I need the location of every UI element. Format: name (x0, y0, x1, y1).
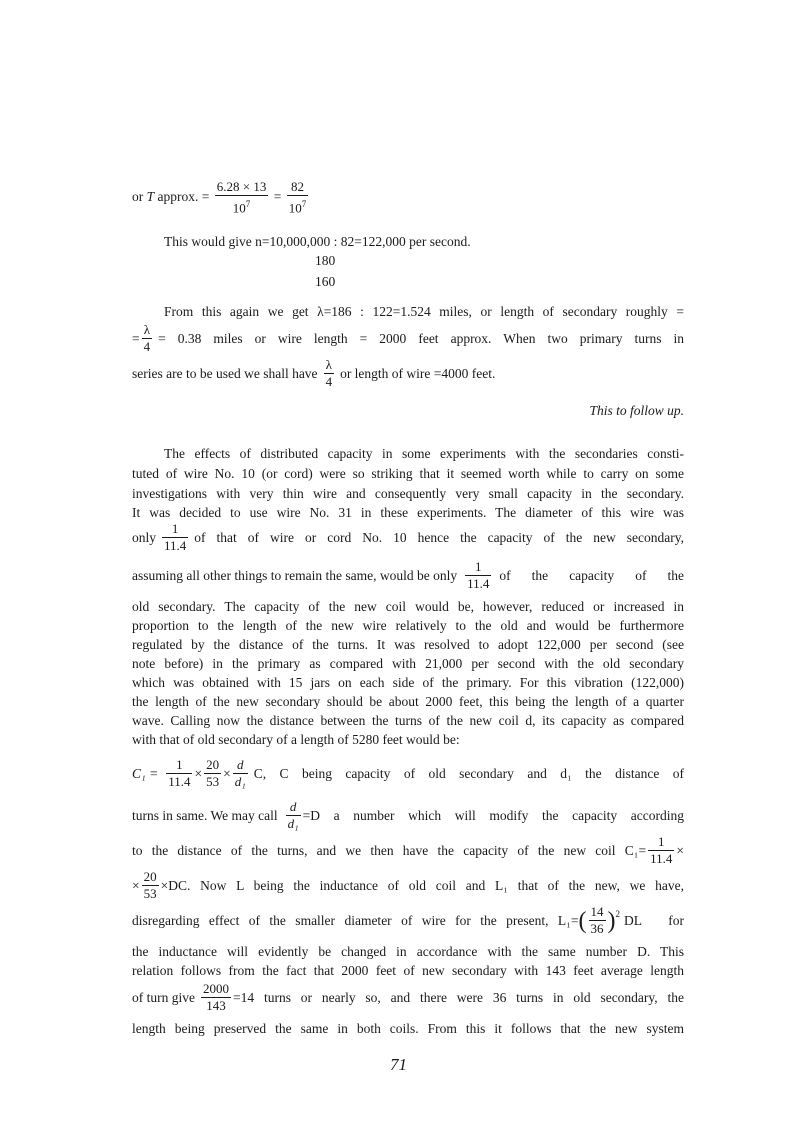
para2-line14: with that of old secondary of a length of 5280 feet would be: (132, 732, 460, 747)
fraction: $\frac{82}{10^7}$ (288, 179, 307, 216)
para2-line2: tuted of wire No. 10 (or cord) were so striking that it seemed worth while to carry on some (132, 466, 684, 481)
fraction: $\frac{d}{\text{d₁}}$ (287, 799, 299, 831)
page-number: 71 (390, 1055, 407, 1074)
para2-line4: It was decided to use wire No. 31 in these experiments. The diameter of this wire was (132, 505, 684, 520)
fraction: $\frac{20}{53}$ (206, 757, 220, 789)
para2-line8: proportion to the length of the new wire relatively to the old and would be furthermore (132, 618, 684, 633)
line-180: 180 (315, 253, 336, 268)
para2-line13: wave. Calling now the distance between the turns of the new coil d, its capacity as compared (132, 713, 684, 728)
fraction: $\frac{\lambda}{4}$ (325, 357, 333, 389)
para1-line3: series are to be used we shall have $\frac{\lambda}{4}$ or length of wire =4000 feet. (132, 357, 496, 389)
para2-line1: The effects of distributed capacity in some experiments with the secondaries consti- (164, 446, 684, 461)
para3-line2: to the distance of the turns, and we then have the capacity of the new coil C₁= $\frac{1}{11.4}$ × (132, 834, 684, 866)
para3-line7: of turn give $\frac{2000}{143}$ =14 turns or nearly so, and there were 36 turns in old secondary, the (132, 981, 684, 1013)
para3-line5: the inductance will evidently be changed in accordance with the same number D. This (132, 944, 684, 959)
equation-C1: C₁ = $\frac{1}{11.4}$ × $\frac{20}{53}$ × $\frac{d}{\text{d₁}}$ C, C being capacity of old secondary and d₁ the distance of (132, 757, 684, 789)
para3-line8: length being preserved the same in both coils. From this it follows that the new system (132, 1021, 684, 1036)
para1-line1: From this again we get λ=186 : 122=1.524 miles, or length of secondary roughly = (164, 304, 684, 319)
para3-line4: disregarding effect of the smaller diameter of wire for the present, L₁= ( $\frac{14}{36}$ ) $^2$ DL for (132, 904, 684, 936)
para2-line6: assuming all other things to remain the same, would be only $\frac{1}{11.4}$ of the capacity of the (132, 559, 684, 591)
line-160: 160 (315, 274, 336, 289)
eq-approx: approx. = (157, 188, 210, 204)
para2-line9: regulated by the distance of the turns. It was resolved to adopt 122,000 per second (see (132, 637, 684, 652)
para2-line10: note before) in the primary as compared with 21,000 per second with the old secondary (132, 656, 684, 671)
fraction: $\frac{20}{53}$ (143, 869, 157, 901)
para2-line3: investigations with very thin wire and consequently very small capacity in the secondary. (132, 486, 684, 501)
para2-line12: the length of the new secondary should be about 2000 feet, this being the length of a quarter (132, 694, 684, 709)
para3-line6: relation follows from the fact that 2000 feet of new secondary with 143 feet average length (132, 963, 684, 978)
fraction: $\frac{d}{\text{d₁}}$ (234, 757, 246, 789)
fraction: $\frac{2000}{143}$ (203, 981, 229, 1013)
para2-line11: which was obtained with 15 jars on each side of the primary. For this vibration (122,000) (132, 675, 684, 690)
follow-up-note: This to follow up. (589, 403, 684, 418)
para1-line2: = $\frac{\lambda}{4}$ = 0.38 miles or wire length = 2000 feet approx. When two primary turns in (132, 322, 684, 354)
fraction: $\frac{1}{11.4}$ (164, 521, 187, 553)
para2-line5: only $\frac{1}{11.4}$ of that of wire or cord No. 10 hence the capacity of the new secondary, (132, 521, 684, 553)
equation-T: or T approx. = $\frac{6.28 \times 13}{10^7}$ = $\frac{82}{10^7}$ (132, 179, 307, 216)
para3-line1: turns in same. We may call $\frac{d}{\text{d₁}}$ =D a number which will modify the capacity according (132, 799, 684, 831)
fraction: $\frac{1}{11.4}$ (650, 834, 673, 866)
fraction: $\frac{1}{11.4}$ (467, 559, 490, 591)
eq-lead: or (132, 188, 144, 204)
line-n: This would give n=10,000,000 : 82=122,000 per second. (164, 234, 471, 249)
para2-line7: old secondary. The capacity of the new coil would be, however, reduced or increased in (132, 599, 684, 614)
eq-var-T: T (146, 188, 155, 204)
fraction: $\frac{1}{11.4}$ (168, 757, 191, 789)
fraction: $\frac{\lambda}{4}$ (143, 322, 151, 354)
fraction: $\frac{6.28 \times 13}{10^7}$ (216, 179, 267, 216)
para3-line3: × $\frac{20}{53}$ ×DC. Now L being the inductance of old coil and L₁ that of the new, we have, (132, 869, 684, 901)
fraction: $\frac{14}{36}$ (590, 904, 604, 936)
